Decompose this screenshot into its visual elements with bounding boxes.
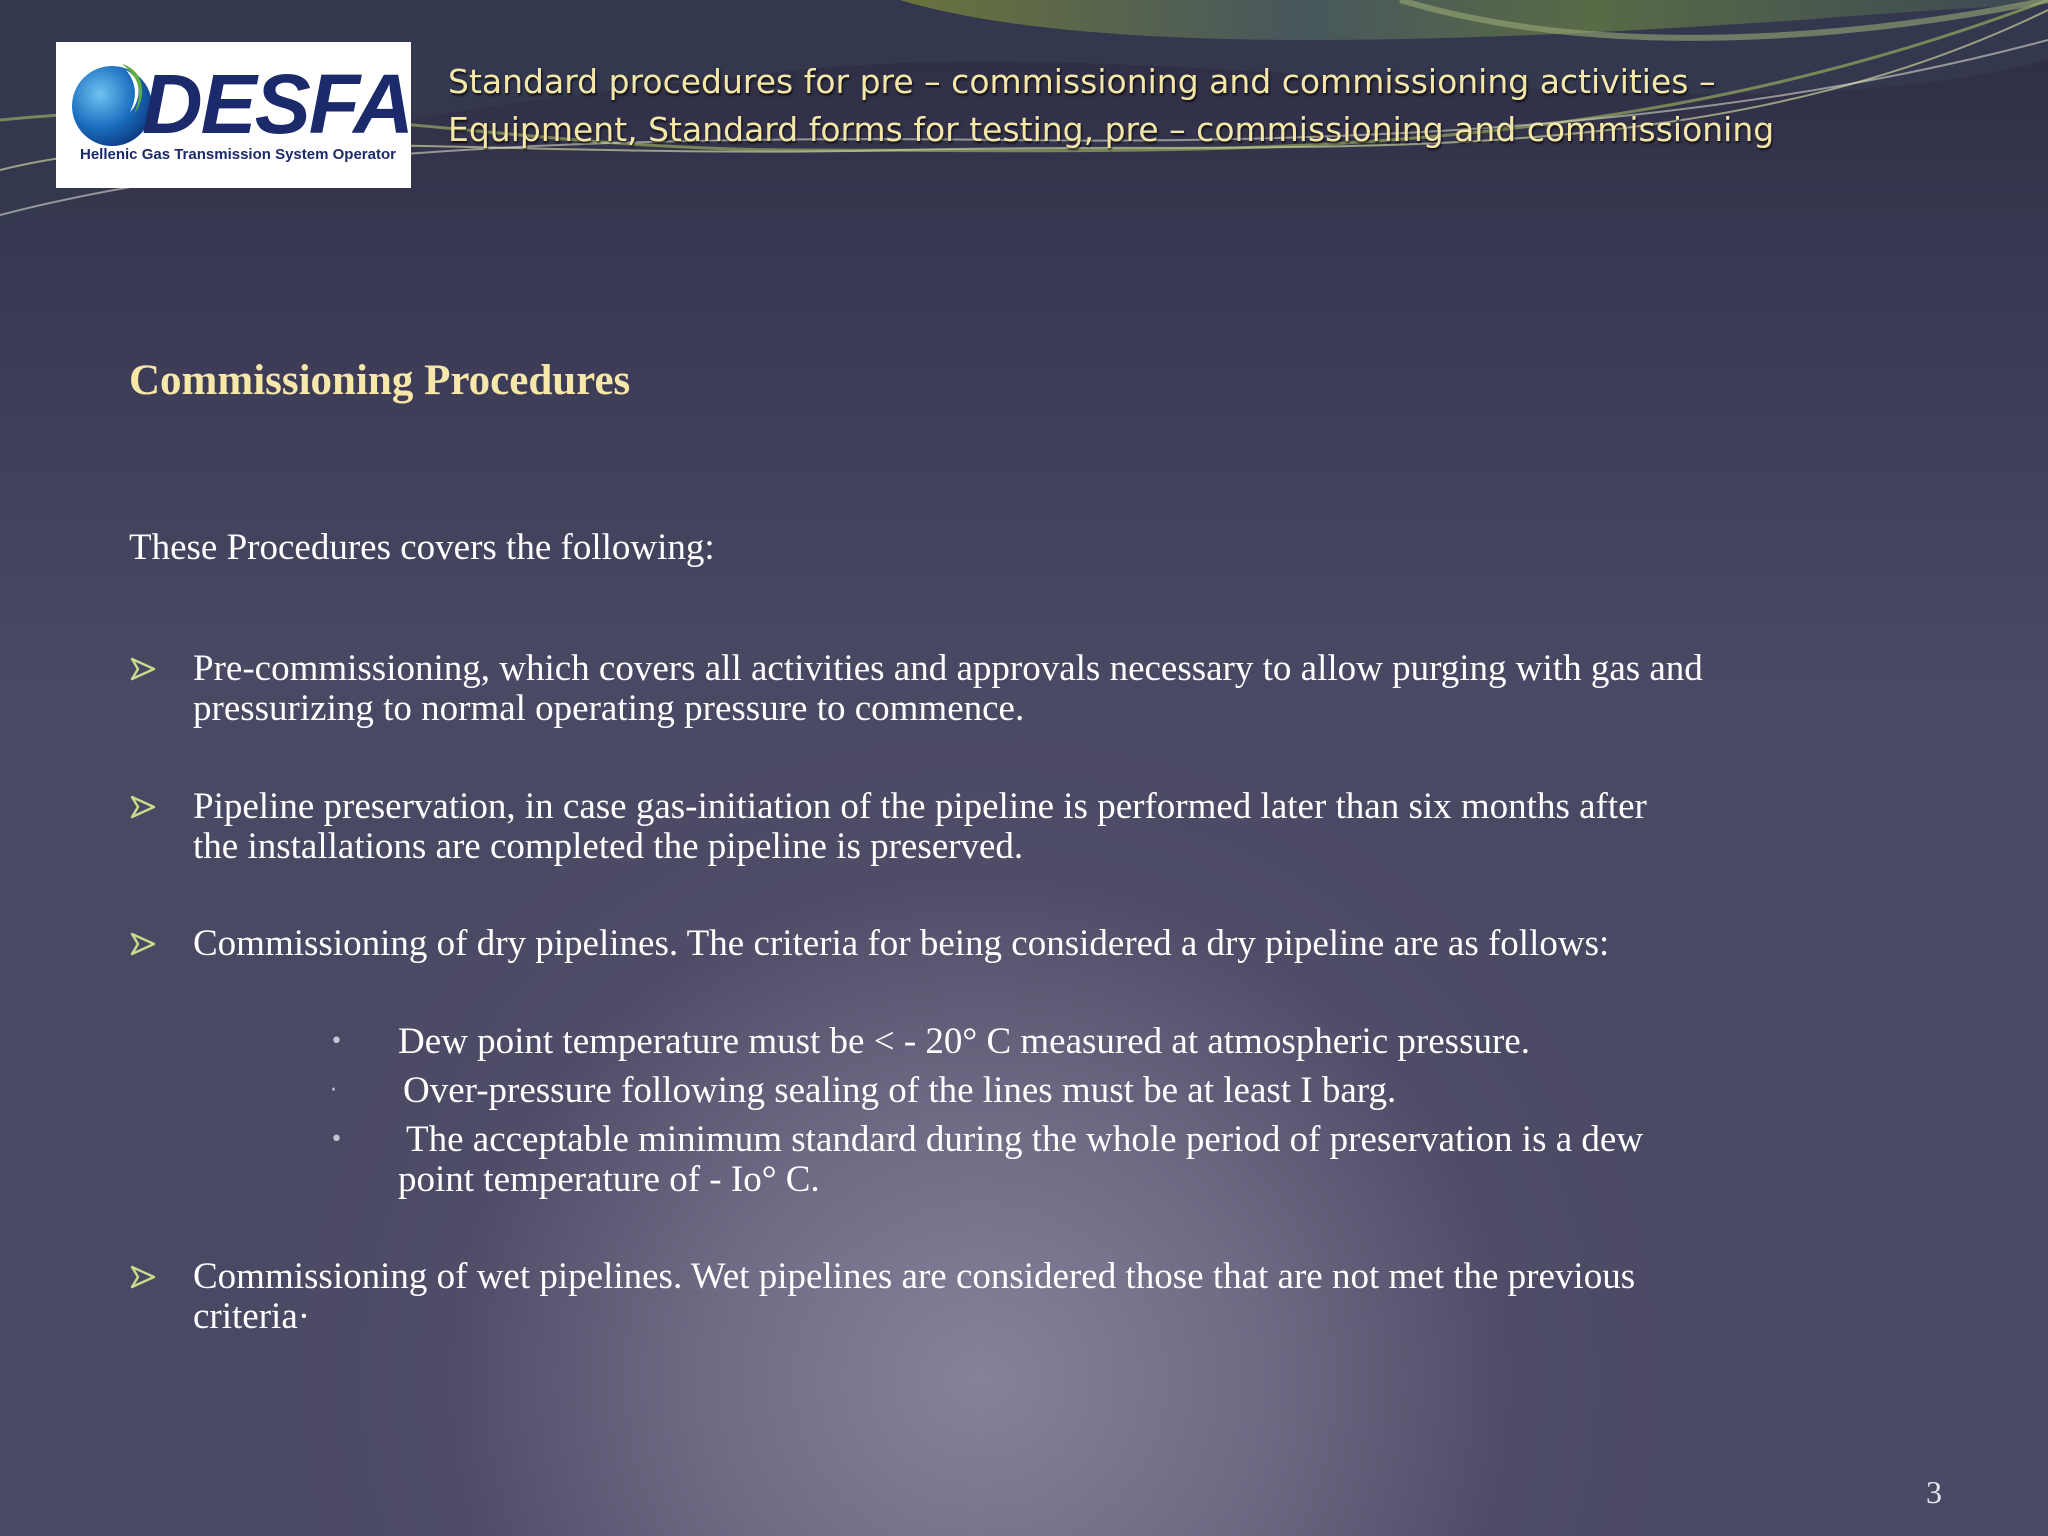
- bullet-line: pressurizing to normal operating pressure to commence.: [193, 688, 1025, 729]
- bullet-line: Pre-commissioning, which covers all activities and approvals necessary to allow purging with gas and: [193, 648, 1703, 689]
- bullet-line: Commissioning of wet pipelines. Wet pipelines are considered those that are not met the previous: [193, 1256, 1636, 1297]
- bullet-line: Pipeline preservation, in case gas-initiation of the pipeline is performed later than six months after: [193, 786, 1647, 827]
- arrow-bullet-icon: [129, 1257, 157, 1297]
- sub-bullet-line: Over-pressure following sealing of the lines must be at least I barg.: [403, 1070, 1397, 1111]
- dot-bullet-icon: •: [330, 1127, 343, 1152]
- sub-bullet-line: point temperature of - Io° C.: [398, 1159, 820, 1200]
- intro-text: These Procedures covers the following:: [129, 527, 715, 568]
- desfa-logo: [56, 42, 411, 188]
- header-title-line: Equipment, Standard forms for testing, pre – commissioning and commissioning: [448, 110, 1775, 149]
- arrow-bullet-icon: [129, 924, 157, 964]
- header-title: [448, 58, 1848, 154]
- bullet-line: Commissioning of dry pipelines. The criteria for being considered a dry pipeline are as follows:: [193, 923, 1610, 964]
- arrow-bullet-icon: [129, 787, 157, 827]
- page-number: 3: [1926, 1474, 1942, 1510]
- desfa-logo-wordmark: DESFA: [142, 57, 413, 151]
- dot-bullet-icon: ·: [330, 1078, 337, 1103]
- sub-bullet-line: The acceptable minimum standard during the whole period of preservation is a dew: [406, 1119, 1644, 1160]
- arrow-bullet-icon: [129, 649, 157, 689]
- header-title-line: Standard procedures for pre – commissioning and commissioning activities –: [448, 62, 1716, 101]
- bullet-line: criteria·: [193, 1296, 311, 1337]
- dot-bullet-icon: •: [330, 1029, 343, 1054]
- bullet-line: the installations are completed the pipeline is preserved.: [193, 826, 1024, 867]
- desfa-logo-subtitle: Hellenic Gas Transmission System Operator: [80, 146, 396, 163]
- sub-bullet-line: Dew point temperature must be < - 20° C measured at atmospheric pressure.: [398, 1021, 1530, 1062]
- slide-title: Commissioning Procedures: [129, 357, 631, 404]
